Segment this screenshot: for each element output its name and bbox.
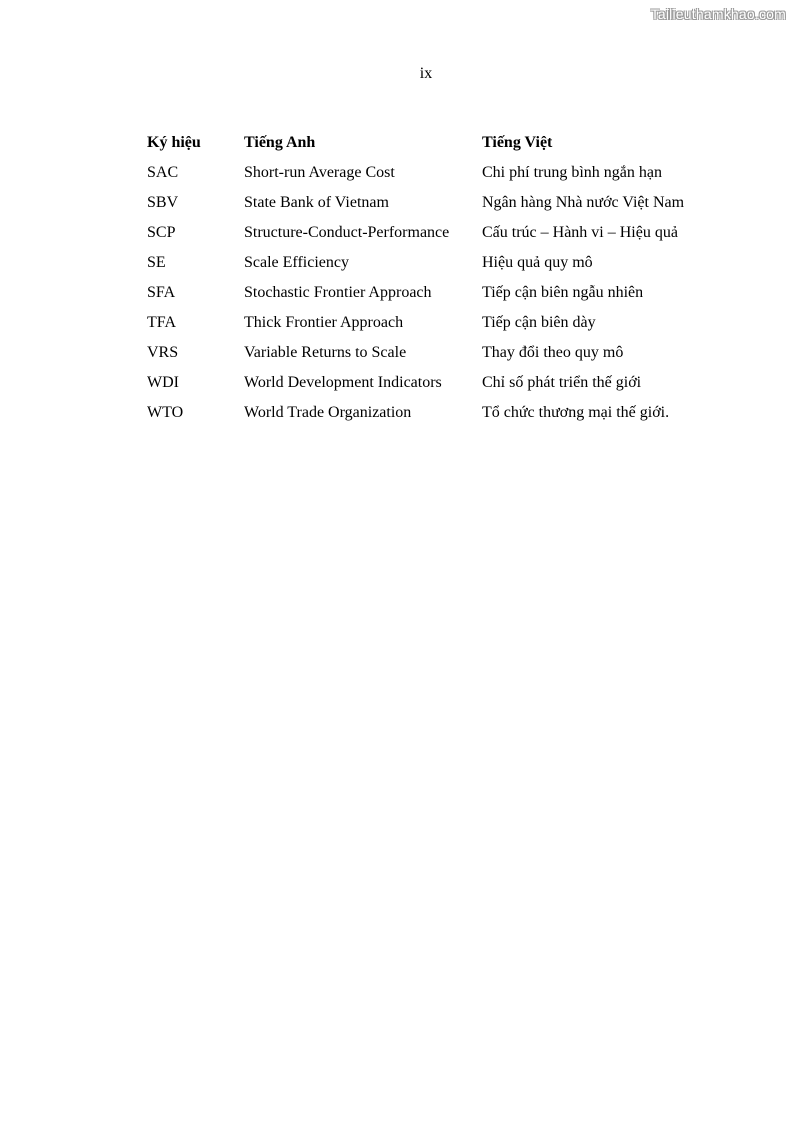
row-english: Structure-Conduct-Performance — [244, 224, 450, 241]
table-row — [147, 278, 722, 308]
header-symbol: Ký hiệu — [147, 134, 201, 151]
row-vietnamese: Chi phí trung bình ngắn hạn — [482, 164, 662, 181]
row-vietnamese: Tiếp cận biên ngẫu nhiên — [482, 284, 644, 301]
row-vietnamese: Ngân hàng Nhà nước Việt Nam — [482, 194, 685, 211]
row-symbol: VRS — [147, 344, 179, 361]
row-symbol: SFA — [147, 284, 176, 301]
row-symbol: TFA — [147, 314, 177, 331]
row-english: Short-run Average Cost — [244, 164, 395, 181]
row-vietnamese: Chỉ số phát triển thế giới — [482, 374, 642, 391]
row-vietnamese: Cấu trúc – Hành vi – Hiệu quả — [482, 224, 678, 241]
row-vietnamese: Hiệu quả quy mô — [482, 254, 593, 271]
table-row — [147, 398, 722, 428]
table-row — [147, 338, 722, 368]
row-symbol: SBV — [147, 194, 179, 211]
row-english: Thick Frontier Approach — [244, 314, 404, 331]
row-english: World Trade Organization — [244, 404, 412, 421]
table-row — [147, 248, 722, 278]
row-english: State Bank of Vietnam — [244, 194, 389, 211]
header-vietnamese: Tiếng Việt — [482, 134, 553, 151]
table-row — [147, 308, 722, 338]
row-symbol: SAC — [147, 164, 179, 181]
row-vietnamese: Tổ chức thương mại thế giới. — [482, 404, 670, 421]
page-number: ix — [419, 65, 433, 82]
table-row — [147, 188, 722, 218]
header-english: Tiếng Anh — [244, 134, 316, 151]
row-vietnamese: Tiếp cận biên dày — [482, 314, 596, 331]
table-row — [147, 158, 722, 188]
row-symbol: WTO — [147, 404, 184, 421]
table-header-row — [147, 128, 722, 158]
table-row — [147, 218, 722, 248]
watermark: Tailieuthamkhao.com — [650, 6, 786, 22]
row-english: Stochastic Frontier Approach — [244, 284, 432, 301]
row-english: Scale Efficiency — [244, 254, 349, 271]
row-vietnamese: Thay đổi theo quy mô — [482, 344, 624, 361]
row-symbol: WDI — [147, 374, 179, 391]
row-english: World Development Indicators — [244, 374, 442, 391]
row-symbol: SE — [147, 254, 166, 271]
abbreviation-table — [147, 128, 722, 428]
row-english: Variable Returns to Scale — [244, 344, 407, 361]
table-row — [147, 368, 722, 398]
row-symbol: SCP — [147, 224, 176, 241]
